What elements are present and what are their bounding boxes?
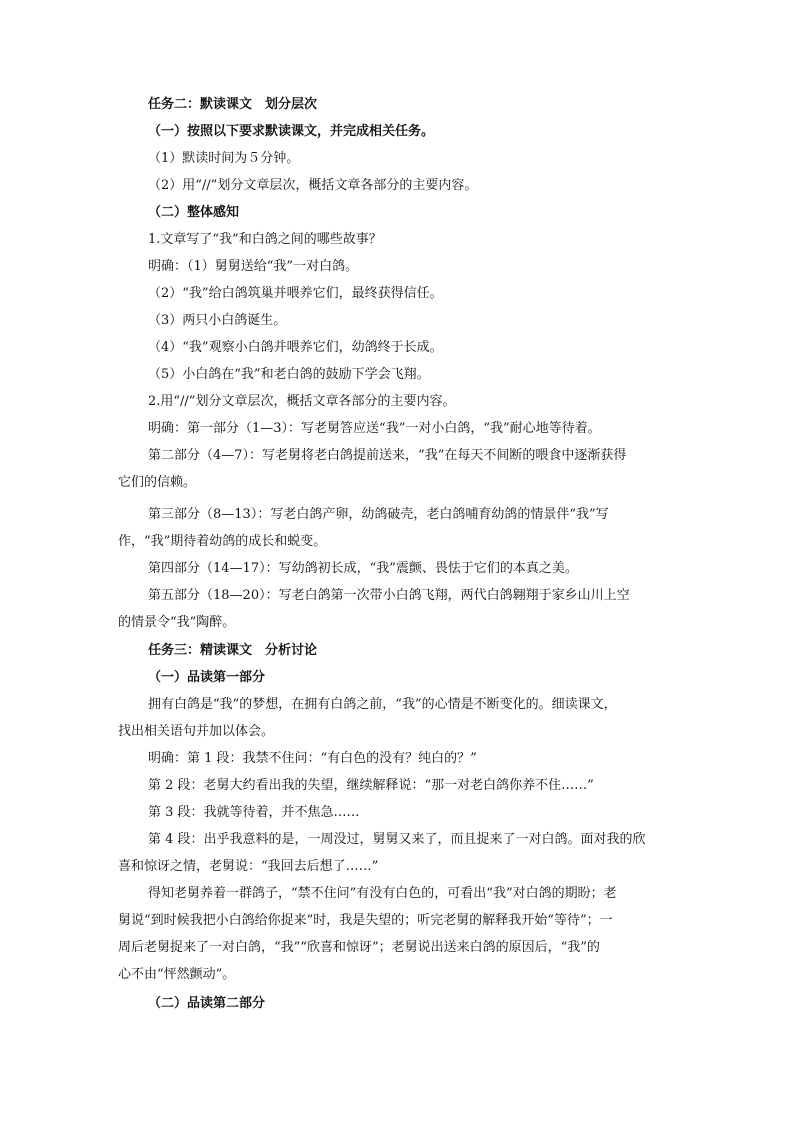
section-heading: （二）整体感知 — [148, 205, 240, 220]
paragraph-line: 的情景令“我”陶醉。 — [118, 615, 236, 630]
paragraph-line: 明确：第 1 段：我禁不住问：“有白色的没有？纯白的？” — [148, 751, 477, 766]
section-heading: （一）按照以下要求默读课文，并完成相关任务。 — [148, 124, 435, 139]
paragraph-line: 1.文章写了“我”和白鸽之间的哪些故事？ — [148, 232, 382, 247]
section-heading: （二）品读第二部分 — [148, 996, 266, 1011]
paragraph-line: 第 2 段：老舅大约看出我的失望，继续解释说：“那一对老白鸽你养不住……” — [148, 778, 594, 793]
paragraph-line: 第三部分（8—13）：写老白鸽产卵，幼鸽破壳，老白鸽哺育幼鸽的情景伴“我”写 — [148, 507, 609, 522]
section-heading: （一）品读第一部分 — [148, 670, 266, 685]
paragraph-line: 拥有白鸽是“我”的梦想，在拥有白鸽之前，“我”的心情是不断变化的。细读课文， — [148, 697, 617, 712]
paragraph-line: （1）默读时间为５分钟。 — [148, 151, 300, 166]
task-three-heading: 任务三：精读课文 分析讨论 — [148, 643, 318, 658]
paragraph-line: 第二部分（4—7）：写老舅将老白鸽提前送来，“我”在每天不间断的喂食中逐渐获得 — [148, 448, 627, 463]
paragraph-line: 喜和惊讶之情，老舅说：“我回去后想了……” — [118, 859, 379, 874]
paragraph-line: 找出相关语句并加以体会。 — [118, 724, 275, 739]
paragraph-line: 舅说“到时候我把小白鸽给你捉来”时，我是失望的；听完老舅的解释我开始“等待”；一 — [118, 913, 613, 928]
paragraph-line: 得知老舅养着一群鸽子，“禁不住问”有没有白色的，可看出“我”对白鸽的期盼；老 — [148, 886, 617, 901]
paragraph-line: （3）两只小白鸽诞生。 — [148, 313, 287, 328]
paragraph-line: 它们的信赖。 — [118, 475, 197, 490]
paragraph-line: 明确：第一部分（1—3）：写老舅答应送“我”一对小白鸽，“我”耐心地等待着。 — [148, 421, 601, 436]
paragraph-line: 2.用“//”划分文章层次，概括文章各部分的主要内容。 — [148, 394, 456, 409]
paragraph-line: 第 3 段：我就等待着，并不焦急…… — [148, 805, 360, 820]
paragraph-line: （5）小白鸽在“我”和老白鸽的鼓励下学会飞翔。 — [148, 367, 430, 382]
paragraph-line: 明确：（1）舅舅送给“我”一对白鸽。 — [148, 259, 359, 274]
paragraph-line: （2）用“//”划分文章层次，概括文章各部分的主要内容。 — [148, 178, 478, 193]
paragraph-line: 周后老舅捉来了一对白鸽，“我”“欣喜和惊讶”；老舅说出送来白鸽的原因后，“我”的 — [118, 940, 600, 955]
paragraph-line: 第四部分（14—17）：写幼鸽初长成，“我”震颤、畏怯于它们的本真之美。 — [148, 561, 578, 576]
task-two-heading: 任务二：默读课文 划分层次 — [148, 97, 318, 112]
paragraph-line: 作，“我”期待着幼鸽的成长和蜕变。 — [118, 534, 327, 549]
paragraph-line: （2）“我”给白鸽筑巢并喂养它们，最终获得信任。 — [148, 286, 443, 301]
paragraph-line: 心不由“怦然颤动”。 — [118, 967, 236, 982]
paragraph-line: （4）“我”观察小白鸽并喂养它们，幼鸽终于长成。 — [148, 340, 443, 355]
paragraph-line: 第五部分（18—20）：写老白鸽第一次带小白鸽飞翔，两代白鸽翱翔于家乡山川上空 — [148, 588, 630, 603]
paragraph-line: 第 4 段：出乎我意料的是，一周没过，舅舅又来了，而且捉来了一对白鸽。面对我的欣 — [148, 832, 646, 847]
